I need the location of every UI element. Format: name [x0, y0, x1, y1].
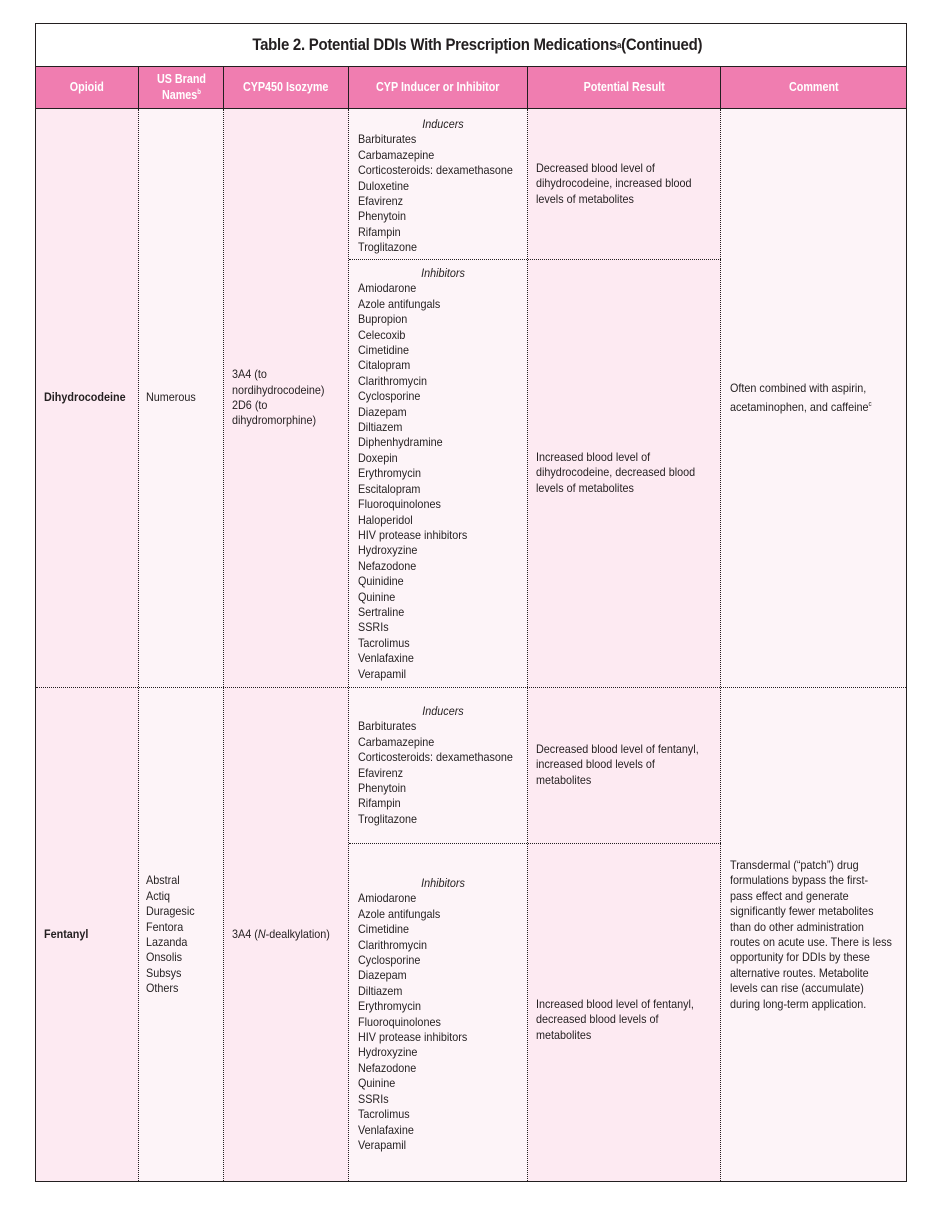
footnote-c: c	[868, 400, 872, 408]
comment-line: Transdermal (“patch”) drug	[730, 857, 859, 872]
dihydrocodeine-inducers-list	[358, 117, 528, 256]
drug-list-item: Clarithromycin	[358, 937, 428, 952]
drug-list-item: Barbiturates	[358, 132, 417, 147]
drug-list-item: Carbamazepine	[358, 147, 435, 162]
drug-list-item: SSRIs	[358, 620, 389, 635]
title-suffix: (Continued)	[621, 35, 703, 54]
result-fentanyl-inducers	[536, 687, 721, 843]
drug-list-item: Tacrolimus	[358, 635, 410, 650]
drug-list-item: Troglitazone	[358, 811, 418, 826]
result-line: decreased blood levels of	[536, 1012, 659, 1027]
isozyme-fentanyl: 3A4 (N-dealkylation)	[232, 927, 330, 942]
result-dihydrocodeine-inhibitors	[536, 259, 721, 687]
result-line: dihydrocodeine, decreased blood	[536, 465, 696, 480]
drug-list-item: Nefazodone	[358, 1060, 417, 1075]
drug-list-item: Nefazodone	[358, 558, 417, 573]
drug-list-item: Troglitazone	[358, 240, 418, 255]
drug-list-item: Erythromycin	[358, 466, 422, 481]
comment-line: than do other administration	[730, 919, 864, 934]
comment-fentanyl	[730, 687, 906, 1183]
ddi-table	[35, 23, 907, 1182]
drug-list-item: Hydroxyzine	[358, 543, 418, 558]
result-line: increased blood levels of	[536, 757, 655, 772]
brand-names-dihydrocodeine: Numerous	[146, 390, 196, 405]
drug-list-item: Barbiturates	[358, 719, 417, 734]
table-header-row	[36, 66, 906, 109]
drug-list-item: Carbamazepine	[358, 734, 435, 749]
header-cyp450-isozyme: CYP450 Isozyme	[224, 67, 349, 108]
result-fentanyl-inhibitors	[536, 843, 721, 1183]
drug-list-item: Clarithromycin	[358, 373, 428, 388]
brand-name-item: Duragesic	[146, 904, 195, 919]
drug-list-item: Quinine	[358, 589, 396, 604]
drug-list-item: Efavirenz	[358, 765, 404, 780]
brand-name-item: Others	[146, 981, 179, 996]
drug-list-item: Phenytoin	[358, 781, 407, 796]
result-line: metabolites	[536, 1027, 592, 1042]
drug-list-item: Rifampin	[358, 796, 401, 811]
result-line: Increased blood level of fentanyl,	[536, 997, 694, 1011]
drug-list-item: Azole antifungals	[358, 906, 441, 921]
drug-list-item: Tacrolimus	[358, 1107, 410, 1122]
drug-list-item: Cyclosporine	[358, 389, 421, 404]
isozyme-dihydrocodeine: 3A4 (to nordihydrocodeine) 2D6 (to dihydromorphine)	[232, 367, 325, 428]
comment-line: formulations bypass the first-	[730, 873, 869, 888]
header-cyp-inducer-inhibitor: CYP Inducer or Inhibitor	[349, 67, 528, 108]
comment-line: alternative routes. Metabolite	[730, 965, 869, 980]
drug-list-item: Phenytoin	[358, 209, 407, 224]
drug-list-item: Rifampin	[358, 224, 401, 239]
comment-line: routes on acute use. There is less	[730, 935, 892, 949]
table-body	[36, 109, 906, 1181]
header-potential-result: Potential Result	[528, 67, 721, 108]
drug-list-item: Escitalopram	[358, 481, 421, 496]
result-line: Decreased blood level of fentanyl,	[536, 741, 699, 756]
result-line: Increased blood level of	[536, 449, 651, 464]
result-line: levels of metabolites	[536, 480, 634, 495]
inducers-heading: Inducers	[422, 117, 464, 131]
header-opioid: Opioid	[36, 67, 139, 108]
drug-list-item: Diltiazem	[358, 420, 403, 435]
drug-list-item: Citalopram	[358, 358, 411, 373]
drug-list-item: Efavirenz	[358, 194, 404, 209]
opioid-fentanyl: Fentanyl	[44, 927, 89, 942]
comment-line: pass effect and generate	[730, 888, 849, 903]
table-title-text: Table 2. Potential DDIs With Prescription Medications	[252, 35, 618, 54]
result-line: Decreased blood level of	[536, 160, 655, 175]
brand-name-item: Lazanda	[146, 935, 188, 949]
drug-list-item: Quinidine	[358, 574, 404, 589]
drug-list-item: Quinine	[358, 1076, 396, 1091]
comment-line: opportunity for DDIs by these	[730, 950, 870, 965]
drug-list-item: Erythromycin	[358, 999, 422, 1014]
drug-list-item: Fluoroquinolones	[358, 497, 441, 512]
brand-names-fentanyl	[146, 687, 224, 1183]
fentanyl-inducers-list	[358, 704, 528, 827]
drug-list-item: Duloxetine	[358, 178, 410, 193]
drug-list-item: Azole antifungals	[358, 296, 441, 311]
drug-list-item: Amiodarone	[358, 891, 417, 906]
drug-list-item: Cimetidine	[358, 343, 410, 358]
drug-list-item: Cyclosporine	[358, 953, 421, 968]
drug-list-item: HIV protease inhibitors	[358, 1030, 468, 1045]
drug-list-item: Sertraline	[358, 604, 405, 619]
drug-list-item: Diltiazem	[358, 983, 403, 998]
drug-list-item: Hydroxyzine	[358, 1045, 418, 1060]
result-dihydrocodeine-inducers	[536, 109, 721, 259]
drug-list-item: Diazepam	[358, 968, 407, 983]
fentanyl-inhibitors-list	[358, 876, 528, 1153]
result-line: metabolites	[536, 772, 592, 787]
brand-name-item: Subsys	[146, 965, 182, 980]
drug-list-item: Verapamil	[358, 1137, 407, 1152]
comment-line: significantly fewer metabolites	[730, 904, 874, 919]
comment-line: during long-term application.	[730, 996, 867, 1011]
title-footnote-a: a	[617, 40, 622, 50]
table-title	[94, 24, 860, 66]
inhibitors-heading: Inhibitors	[421, 266, 465, 280]
drug-list-item: Bupropion	[358, 312, 408, 327]
brand-name-item: Abstral	[146, 873, 180, 888]
drug-list-item: Haloperidol	[358, 512, 413, 527]
inhibitors-heading: Inhibitors	[421, 876, 465, 890]
result-line: dihydrocodeine, increased blood	[536, 176, 692, 191]
drug-list-item: Venlafaxine	[358, 651, 414, 666]
header-comment: Comment	[788, 80, 839, 94]
brand-name-item: Fentora	[146, 919, 184, 934]
result-line: levels of metabolites	[536, 191, 634, 206]
dihydrocodeine-inhibitors-list	[358, 266, 528, 682]
drug-list-item: Fluoroquinolones	[358, 1014, 441, 1029]
drug-list-item: SSRIs	[358, 1091, 389, 1106]
inducers-heading: Inducers	[422, 704, 464, 718]
drug-list-item: HIV protease inhibitors	[358, 527, 468, 542]
header-us-brand-names: US Brand Names$^b$	[139, 67, 224, 108]
drug-list-item: Cimetidine	[358, 922, 410, 937]
brand-name-item: Actiq	[146, 888, 171, 903]
drug-list-item: Corticosteroids: dexamethasone	[358, 750, 513, 765]
brand-name-item: Onsolis	[146, 950, 183, 965]
opioid-dihydrocodeine: Dihydrocodeine	[44, 390, 126, 405]
drug-list-item: Diphenhydramine	[358, 435, 443, 450]
drug-list-item: Doxepin	[358, 450, 398, 465]
drug-list-item: Verapamil	[358, 666, 407, 681]
comment-dihydrocodeine: Often combined with aspirin, acetaminophen, and caffeine$^c$	[730, 381, 872, 414]
drug-list-item: Diazepam	[358, 404, 407, 419]
comment-line: levels can rise (accumulate)	[730, 981, 864, 996]
drug-list-item: Celecoxib	[358, 327, 406, 342]
drug-list-item: Venlafaxine	[358, 1122, 414, 1137]
drug-list-item: Amiodarone	[358, 281, 417, 296]
drug-list-item: Corticosteroids: dexamethasone	[358, 163, 513, 178]
